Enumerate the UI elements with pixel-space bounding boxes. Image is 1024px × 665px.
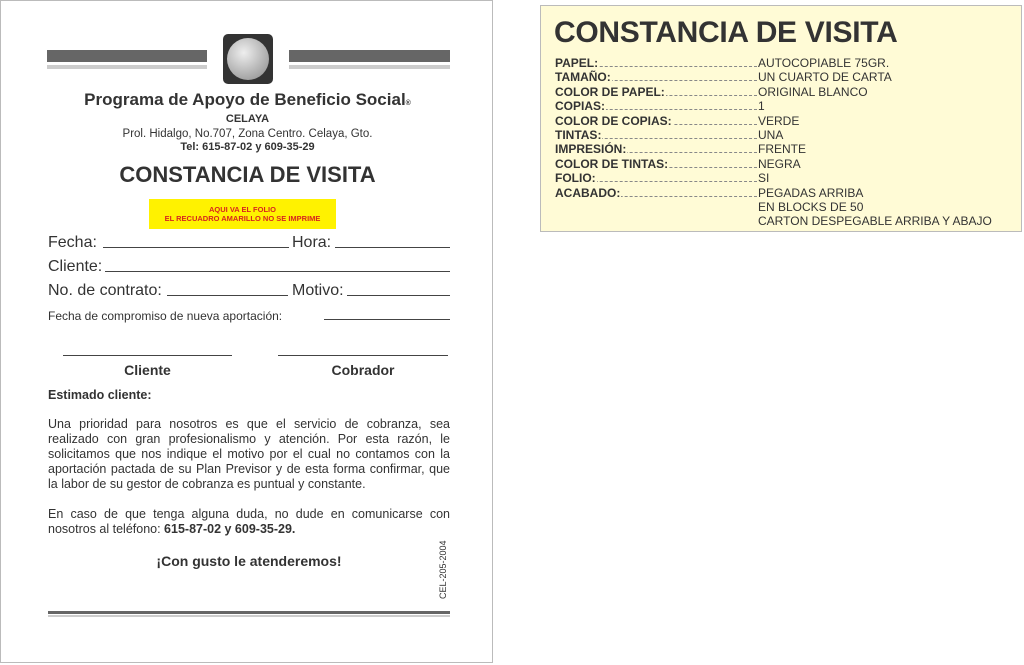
header-bar-left-light [47,65,207,69]
spec-label: ACABADO: [555,185,621,200]
spec-row [555,85,1015,99]
spec-label: COLOR DE COPIAS: [555,113,672,128]
form-title: CONSTANCIA DE VISITA [119,162,376,187]
motivo-field[interactable] [347,295,450,296]
spec-row [555,56,1015,70]
spec-label: FOLIO: [555,171,596,186]
spec-label: COPIAS: [555,99,606,114]
spec-box [540,5,1022,232]
spec-row [555,114,1015,128]
spec-value: VERDE [758,113,800,128]
org-name: Programa de Apoyo de Beneficio Social® [84,90,411,109]
spec-value: PEGADAS ARRIBA [758,185,864,200]
spec-row [555,70,1015,84]
paragraph-2: En caso de que tenga alguna duda, no dude en comunicarse con nosotros al teléfono: 615-87-02 y 609-35-29. [48,507,450,536]
spec-value: UNA [758,128,784,142]
folio-note-2: EL RECUADRO AMARILLO NO SE IMPRIME [164,214,321,223]
hora-field[interactable] [335,247,450,248]
spec-label: IMPRESIÓN: [555,142,627,157]
spec-value: NEGRA [758,156,801,171]
logo-icon [223,34,273,84]
visit-form-sheet [0,0,493,663]
closing-text: ¡Con gusto le atenderemos! [156,553,342,569]
spec-row [555,157,1015,171]
cobrador-signature-label: Cobrador [331,362,395,378]
spec-value: 1 [758,99,765,114]
cliente-signature-line[interactable] [63,355,232,356]
footer-bar-light [48,615,450,617]
spec-value: ORIGINAL BLANCO [758,84,868,99]
address: Prol. Hidalgo, No.707, Zona Centro. Celaya, Gto. [122,128,373,140]
phone: Tel: 615-87-02 y 609-35-29 [180,141,315,153]
spec-row [555,128,1015,142]
header-bar-left [47,50,207,62]
spec-label: TAMAÑO: [555,70,611,85]
spec-label: TINTAS: [555,128,602,142]
spec-label: COLOR DE TINTAS: [555,156,669,171]
spec-value: SI [758,171,770,186]
motivo-label: Motivo: [292,282,344,299]
spec-row [555,186,1015,200]
folio-box [149,199,336,229]
cliente-signature-label: Cliente [124,362,171,378]
spec-value: AUTOCOPIABLE 75GR. [758,56,890,70]
contrato-field[interactable] [167,295,288,296]
spec-title: CONSTANCIA DE VISITA [554,16,898,49]
footer-bar [48,611,450,614]
spec-row [555,99,1015,113]
fecha-label: Fecha: [48,234,97,251]
spec-value: EN BLOCKS DE 50 [758,200,864,214]
paragraph-1: Una prioridad para nosotros es que el servicio de cobranza, sea realizado con gran profesionalismo y atención. Por esta razón, le solicitamos que nos indique el motivo por el cual no contamos con la aportación pactada de su Plan Previsor y de esta forma confirmar, que la labor de su gestor de cobranza es puntual y constante. [48,417,450,491]
cliente-field[interactable] [105,271,450,272]
compromiso-label: Fecha de compromiso de nueva aportación: [48,309,283,323]
fecha-field[interactable] [103,247,289,248]
spec-value: UN CUARTO DE CARTA [758,70,892,85]
spec-value: FRENTE [758,142,806,157]
header-bar-right [289,50,450,62]
city: CELAYA [225,113,270,125]
compromiso-field[interactable] [324,319,450,320]
cliente-label: Cliente: [48,258,103,275]
spec-row [555,142,1015,156]
folio-note-1: AQUI VA EL FOLIO [209,205,276,214]
header-bar-right-light [289,65,450,69]
spec-label: PAPEL: [555,56,599,70]
spec-row-extra [555,200,1015,214]
greeting: Estimado cliente: [48,388,152,402]
spec-row [555,171,1015,185]
form-code: CEL-205-2004 [438,540,448,599]
spec-row-extra [555,214,1015,228]
spec-label: COLOR DE PAPEL: [555,84,665,99]
hora-label: Hora: [292,234,332,251]
spec-value: CARTON DESPEGABLE ARRIBA Y ABAJO [758,214,992,229]
contrato-label: No. de contrato: [48,282,162,299]
cobrador-signature-line[interactable] [278,355,448,356]
